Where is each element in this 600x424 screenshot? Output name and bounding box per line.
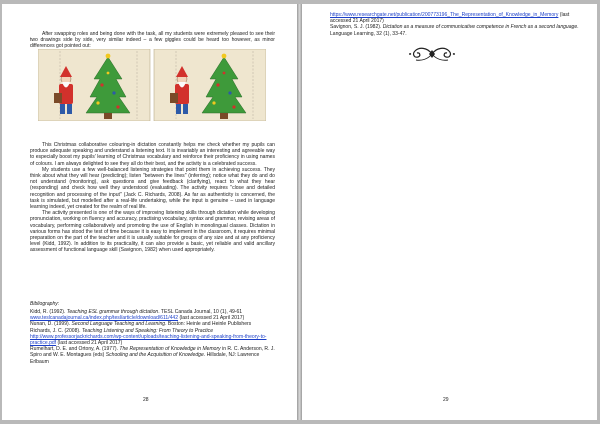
bib-rumelhart-title2: Schooling and the Acquisition of Knowledge (105, 352, 204, 359)
intro-text: After swapping roles and being done with the task, all my students were extremely pleased to see their two drawings side by side, very similar indeed – a few giggles could be heard too however, as minor differences got pointed out: (30, 31, 275, 50)
bib-richards-link[interactable]: http://www.professorjackrichards.com/wp-content/uploads/teaching-listening-and-speaking-from-theory-to-practice.pdf (30, 333, 267, 347)
bib-rumelhart-title: The Representation of Knowledge in Memory (119, 346, 221, 353)
bib-nunan-post: . Boston: Heinle and Heinle Publishers (165, 321, 252, 328)
bib-entry-savignon (330, 24, 580, 36)
bib-entry-rumelhart (30, 346, 275, 365)
left-page (2, 4, 297, 420)
bib-nunan-pre: Nunan, D. (1999). (30, 321, 72, 328)
bib-kidd-post: . TESL Canada Journal, 10 (1), 49-61 (158, 309, 243, 315)
ornament-flourish-icon (407, 45, 457, 63)
drawings-image (38, 49, 266, 121)
bib-richards-pre: Richards, J. C. (2008). (30, 327, 82, 334)
bibliography-list (30, 309, 275, 365)
paragraph-3: The activity presented is one of the ways of improving listening skills through dictation while developing pronunciation, working on fluency and accuracy, practising vocabulary, syntax and grammar, revising areas of vocabulary, performing collaboratively and promoting the use of English in monolingual classes. Dictation in various forms has stood the test of time because it is easy to implement in the classroom, it requires minimal preparation on the part of the teacher and it is usually suitable for groups of any size and at any proficiency level (Kidd, 1992). In addition to its practicality, it can also provide a basic, yet reliable and valid ancillary assessment of functional language skill (Savignon, 1982) when used appropriately. (30, 210, 275, 254)
bib-savignon-pre: Savignon, S. J. (1982). (330, 24, 383, 31)
bib-rumelhart-link[interactable]: https://www.researchgate.net/publication/200773196_The_Representation_of_Knowledge_in_Memory (330, 12, 559, 18)
bib-rumelhart-post2: . Hillsdale, NJ: Lawrence Erlbaum (30, 352, 260, 365)
bib-rumelhart-post: in R. C. Anderson, R. J. Spiro and W. E. Montagues (eds) (30, 346, 275, 359)
bib-richards-tail: (last accessed 21 April 2017) (56, 340, 123, 347)
paragraph-1: This Christmas collaborative colouring-in dictation constantly helps me check whether my pupils can produce adequate speaking and understand a listening text. It is invariably an interesting and agreeable way to especially boost my pupils' learning of Christmas vocabulary and reinforce their proficiency in using names of colours. I am always delighted to see they all do their best, and the activity is a celebrated success. (30, 142, 275, 167)
page-number-right: 29 (443, 397, 449, 403)
bib-nunan-title: Second Language Teaching and Learning (71, 321, 166, 328)
bib-kidd-title: Teaching ESL grammar through dictation (66, 309, 159, 315)
intro-paragraph (30, 31, 275, 50)
bib-rumelhart-pre: Rumelhart, D. E. and Ortony, A. (1977). (30, 346, 120, 353)
bib-savignon-title: Dictation as a measure of communicative competence in French as a second language (382, 24, 578, 31)
right-page (302, 4, 597, 420)
bib-kidd-pre: Kidd, R. (1992). (30, 309, 67, 315)
bib-kidd-link[interactable]: www.teslcanadajournal.ca/index.php/tesl/article/download/611/442 (30, 315, 179, 322)
bib-entry-richards (30, 328, 275, 347)
bib-kidd-tail: (last accessed 21 April 2017) (178, 315, 245, 322)
bib-rumelhart-tail: (last accessed 21 April 2017) (330, 12, 570, 25)
bib-entry-kidd (30, 309, 275, 321)
bib-savignon-post: . Language Learning, 32 (1), 33-47. (330, 24, 579, 37)
bibliography-heading: Bibliography: (30, 301, 60, 307)
bib-entry-rumelhart-continued (330, 12, 580, 24)
page-number-left: 28 (143, 397, 149, 403)
bib-richards-title: Teaching Listening and Speaking: From Theory to Practice (81, 327, 213, 334)
body-paragraphs (30, 142, 275, 254)
student-drawings-photo (38, 49, 266, 121)
bibliography-continued (330, 12, 580, 37)
paragraph-2: My students use a few well-balanced listening strategies that point them in achieving success. They think about what they will hear (predicting); listen "between the lines" (inferring); notice what they do and do not understand (monitoring), ask questions and give feedback (clarifying), react to what they hear (responding) and check how well they understood (evaluating). The activity requires "close and detailed recognition and processing of the input" (Jack C. Richards, 2008). As far as authenticity is concerned, the task is simulated, but modelled after a real-life undertaking, while the input is genuine – used in language learning indeed, yet created for the realm of real life. (30, 166, 275, 211)
